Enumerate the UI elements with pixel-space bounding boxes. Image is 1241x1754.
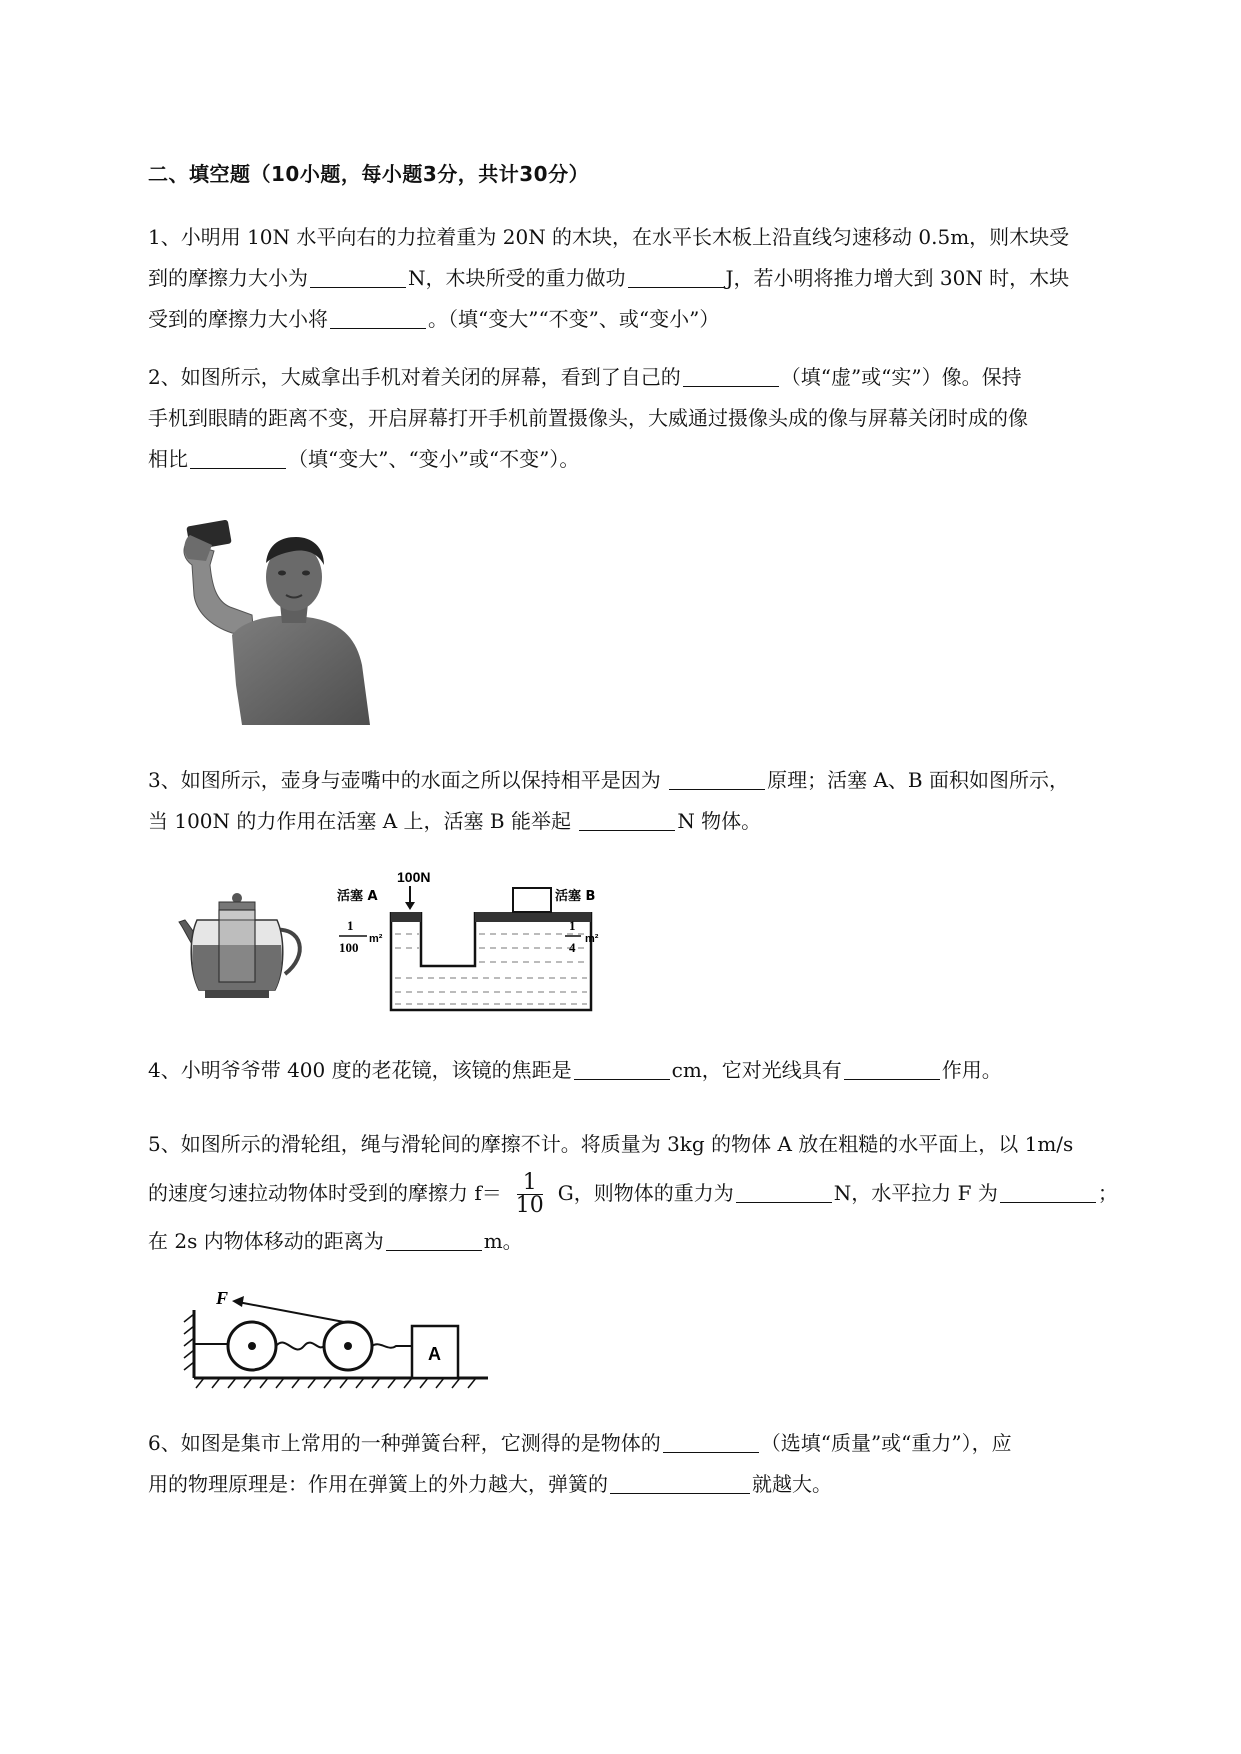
q4-line-1 [148, 1050, 1163, 1091]
question-3 [148, 760, 1163, 842]
area-b-unit: m² [585, 933, 599, 945]
answer-blank[interactable] [663, 1428, 759, 1453]
q1-line-2 [148, 258, 1163, 299]
q2-text: （填“虚”或“实”）像。保持 [780, 365, 1022, 389]
fraction-numerator: 1 [522, 1170, 537, 1195]
fraction [516, 1172, 544, 1217]
q3-text: 3、如图所示，壶身与壶嘴中的水面之所以保持相平是因为 [148, 768, 661, 792]
answer-blank[interactable] [610, 1469, 750, 1494]
q6-text: 就越大。 [752, 1472, 832, 1496]
q1-text: 受到的摩擦力大小将 [148, 307, 328, 331]
q2-line-1 [148, 357, 1163, 398]
question-5 [148, 1124, 1163, 1262]
answer-blank[interactable] [579, 806, 675, 831]
q3-text: N 物体。 [677, 809, 762, 833]
teapot-figure [175, 890, 325, 1005]
q5-text: m。 [483, 1229, 523, 1253]
answer-blank[interactable] [330, 304, 426, 329]
answer-blank[interactable] [683, 362, 779, 387]
answer-blank[interactable] [386, 1226, 482, 1251]
q1-text: J，若小明将推力增大到 30N 时，木块 [725, 266, 1070, 290]
q5-text: ； [1097, 1181, 1118, 1205]
question-6 [148, 1423, 1163, 1505]
question-1 [148, 217, 1163, 340]
section-title: 二、填空题（10小题，每小题3分，共计30分） [148, 162, 590, 186]
q3-line-1 [148, 760, 1163, 801]
force-f-label: F [216, 1290, 229, 1308]
question-4 [148, 1050, 1163, 1091]
q2-line-2: 手机到眼睛的距离不变，开启屏幕打开手机前置摄像头，大威通过摄像头成的像与屏幕关闭时成的像 [148, 406, 1028, 430]
question-2 [148, 357, 1163, 480]
q5-text: 的速度匀速拉动物体时受到的摩擦力 f＝ [148, 1181, 502, 1205]
q1-line-1: 1、小明用 10N 水平向右的力拉着重为 20N 的木块，在水平长木板上沿直线匀速移动 0.5m，则木块受 [148, 225, 1070, 249]
hydraulic-press-figure [333, 868, 613, 1020]
q1-line-3 [148, 299, 1163, 340]
block-a-label: A [428, 1344, 441, 1364]
piston-b-label: 活塞 B [555, 889, 596, 904]
answer-blank[interactable] [190, 444, 286, 469]
answer-blank[interactable] [574, 1055, 670, 1080]
q3-text: 当 100N 的力作用在活塞 A 上，活塞 B 能举起 [148, 809, 571, 833]
pulley-figure [180, 1290, 500, 1400]
q6-line-2 [148, 1464, 1163, 1505]
q6-text: 用的物理原理是：作用在弹簧上的外力越大，弹簧的 [148, 1472, 608, 1496]
area-a-denominator: 100 [339, 940, 359, 955]
area-b-numerator: 1 [569, 918, 576, 933]
piston-a-label: 活塞 A [337, 889, 378, 904]
q5-text: 在 2s 内物体移动的距离为 [148, 1229, 384, 1253]
q5-text: G，则物体的重力为 [557, 1181, 734, 1205]
q5-line-2 [148, 1165, 1163, 1221]
answer-blank[interactable] [736, 1178, 832, 1203]
q4-text: cm，它对光线具有 [671, 1058, 842, 1082]
answer-blank[interactable] [628, 263, 724, 288]
q4-text: 4、小明爷爷带 400 度的老花镜，该镜的焦距是 [148, 1058, 572, 1082]
q5-line-1: 5、如图所示的滑轮组，绳与滑轮间的摩擦不计。将质量为 3kg 的物体 A 放在粗糙的水平面上，以 1m/s [148, 1132, 1074, 1156]
q2-text: 相比 [148, 447, 188, 471]
area-a-numerator: 1 [347, 918, 354, 933]
q3-text: 原理；活塞 A、B 面积如图所示， [767, 768, 1069, 792]
answer-blank[interactable] [310, 263, 406, 288]
q5-line-3 [148, 1221, 1163, 1262]
q2-line-3 [148, 439, 1163, 480]
force-label: 100N [397, 869, 431, 885]
q6-text: （选填“质量”或“重力”），应 [760, 1431, 1012, 1455]
fraction-denominator: 10 [515, 1193, 544, 1218]
area-b-denominator: 4 [569, 940, 576, 955]
q5-text: N，水平拉力 F 为 [833, 1181, 998, 1205]
q6-line-1 [148, 1423, 1163, 1464]
area-a-unit: m² [369, 933, 383, 945]
answer-blank[interactable] [844, 1055, 940, 1080]
q6-text: 6、如图是集市上常用的一种弹簧台秤，它测得的是物体的 [148, 1431, 661, 1455]
answer-blank[interactable] [1000, 1178, 1096, 1203]
answer-blank[interactable] [669, 765, 765, 790]
q1-text: 。（填“变大”“不变”、或“变小”） [428, 307, 720, 331]
q2-text: 2、如图所示，大威拿出手机对着关闭的屏幕，看到了自己的 [148, 365, 681, 389]
q4-text: 作用。 [941, 1058, 1002, 1082]
q3-line-2 [148, 801, 1163, 842]
q1-text: 到的摩擦力大小为 [148, 266, 308, 290]
q2-text: （填“变大”、“变小”或“不变”）。 [288, 447, 580, 471]
q1-text: N，木块所受的重力做功 [408, 266, 626, 290]
selfie-photo [172, 515, 382, 725]
